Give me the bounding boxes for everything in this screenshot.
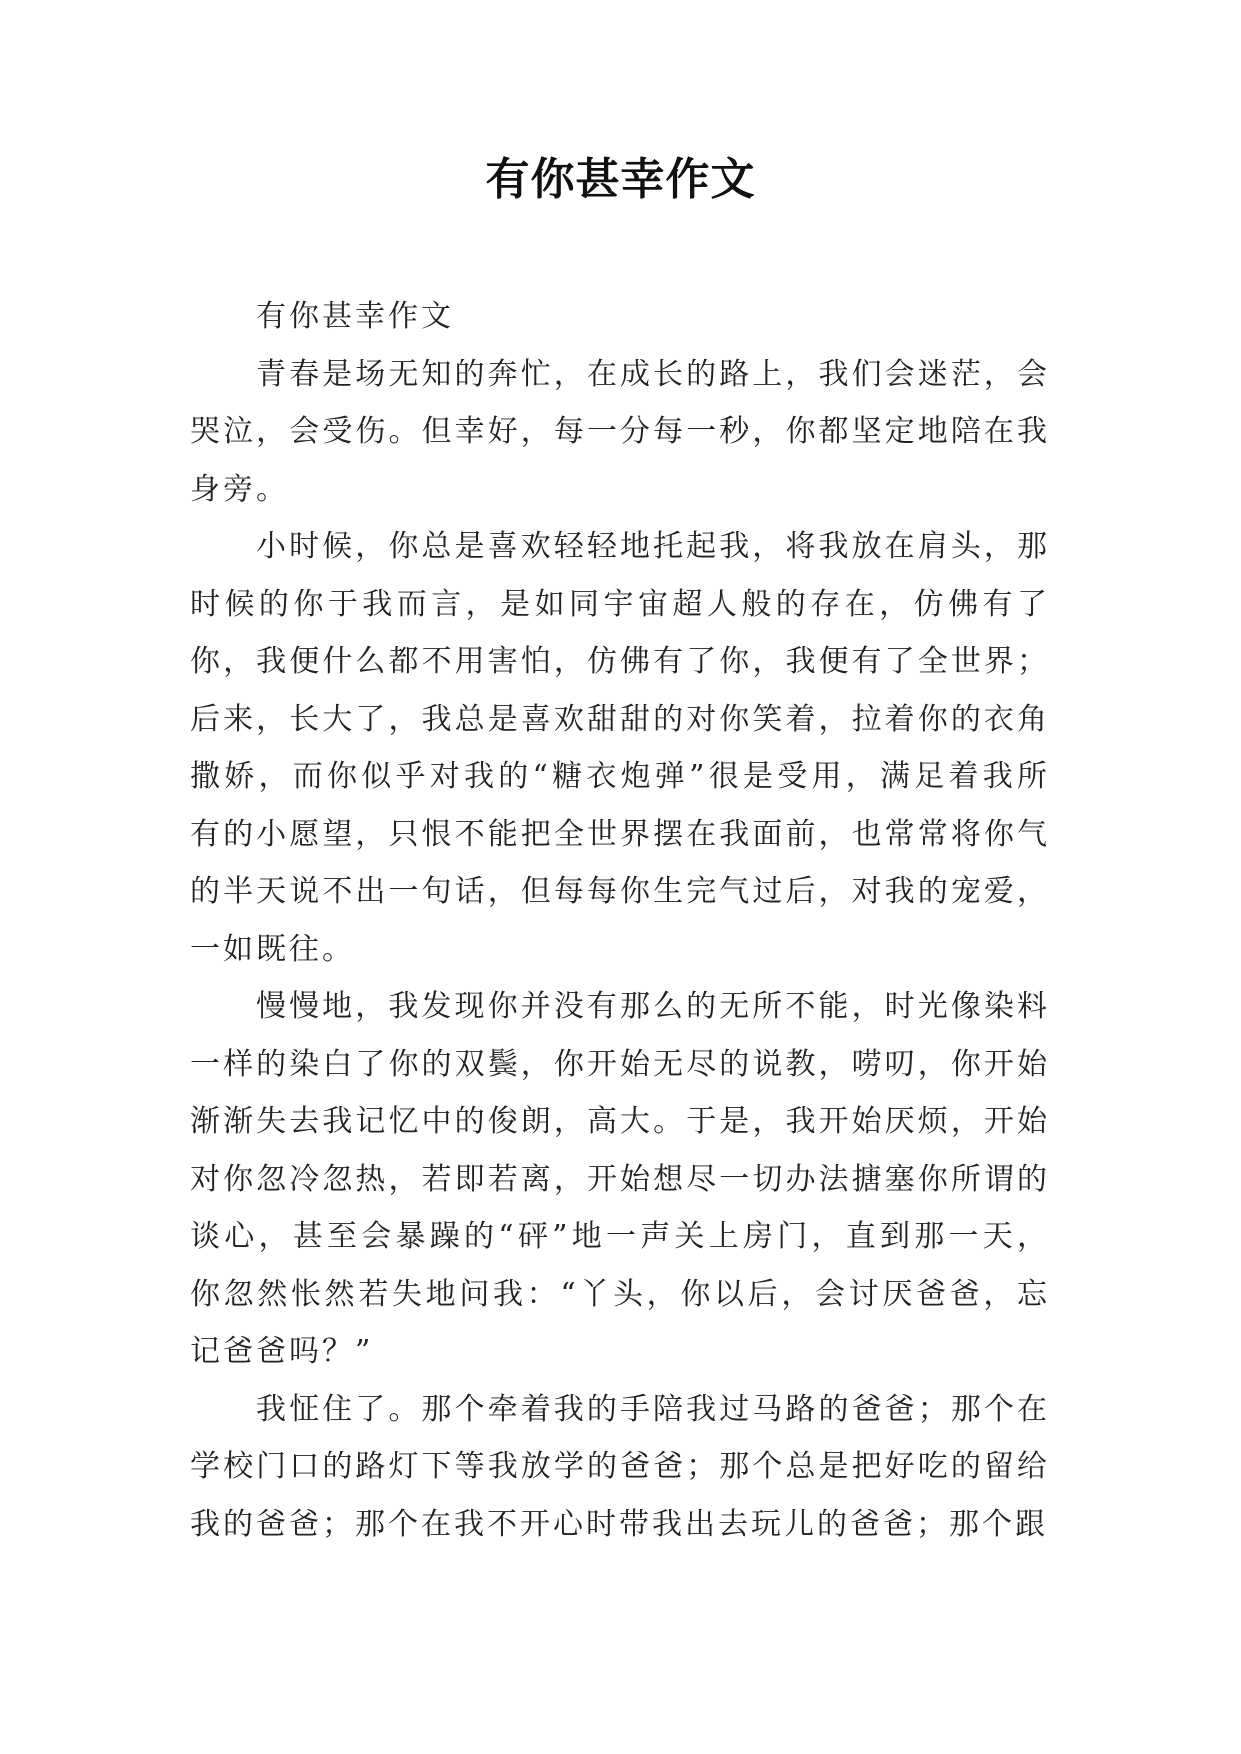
document-body [190,288,1050,1553]
paragraph: 青春是场无知的奔忙，在成长的路上，我们会迷茫，会哭泣，会受伤。但幸好，每一分每一秒，你都坚定地陪在我身旁。 [190,356,1050,507]
paragraph-heading: 有你甚幸作文 [256,299,454,334]
paragraph: 慢慢地，我发现你并没有那么的无所不能，时光像染料一样的染白了你的双鬓，你开始无尽的说教，唠叨，你开始渐渐失去我记忆中的俊朗，高大。于是，我开始厌烦，开始对你忽冷忽热，若即若离，开始想尽一切办法搪塞你所谓的谈心，甚至会暴躁的“砰”地一声关上房门，直到那一天，你忽然怅然若失地问我：“丫头，你以后，会讨厌爸爸，忘记爸爸吗？” [190,989,1050,1369]
paragraph: 我怔住了。那个牵着我的手陪我过马路的爸爸；那个在学校门口的路灯下等我放学的爸爸；那个总是把好吃的留给我的爸爸；那个在我不开心时带我出去玩儿的爸爸；那个跟 [190,1391,1050,1542]
document-title: 有你甚幸作文 [485,154,756,205]
paragraph: 小时候，你总是喜欢轻轻地托起我，将我放在肩头，那时候的你于我而言，是如同宇宙超人般的存在，仿佛有了你，我便什么都不用害怕，仿佛有了你，我便有了全世界；后来，长大了，我总是喜欢甜甜的对你笑着，拉着你的衣角撒娇，而你似乎对我的“糖衣炮弹”很是受用，满足着我所有的小愿望，只恨不能把全世界摆在我面前，也常常将你气的半天说不出一句话，但每每你生完气过后，对我的宠爱，一如既往。 [190,529,1050,967]
